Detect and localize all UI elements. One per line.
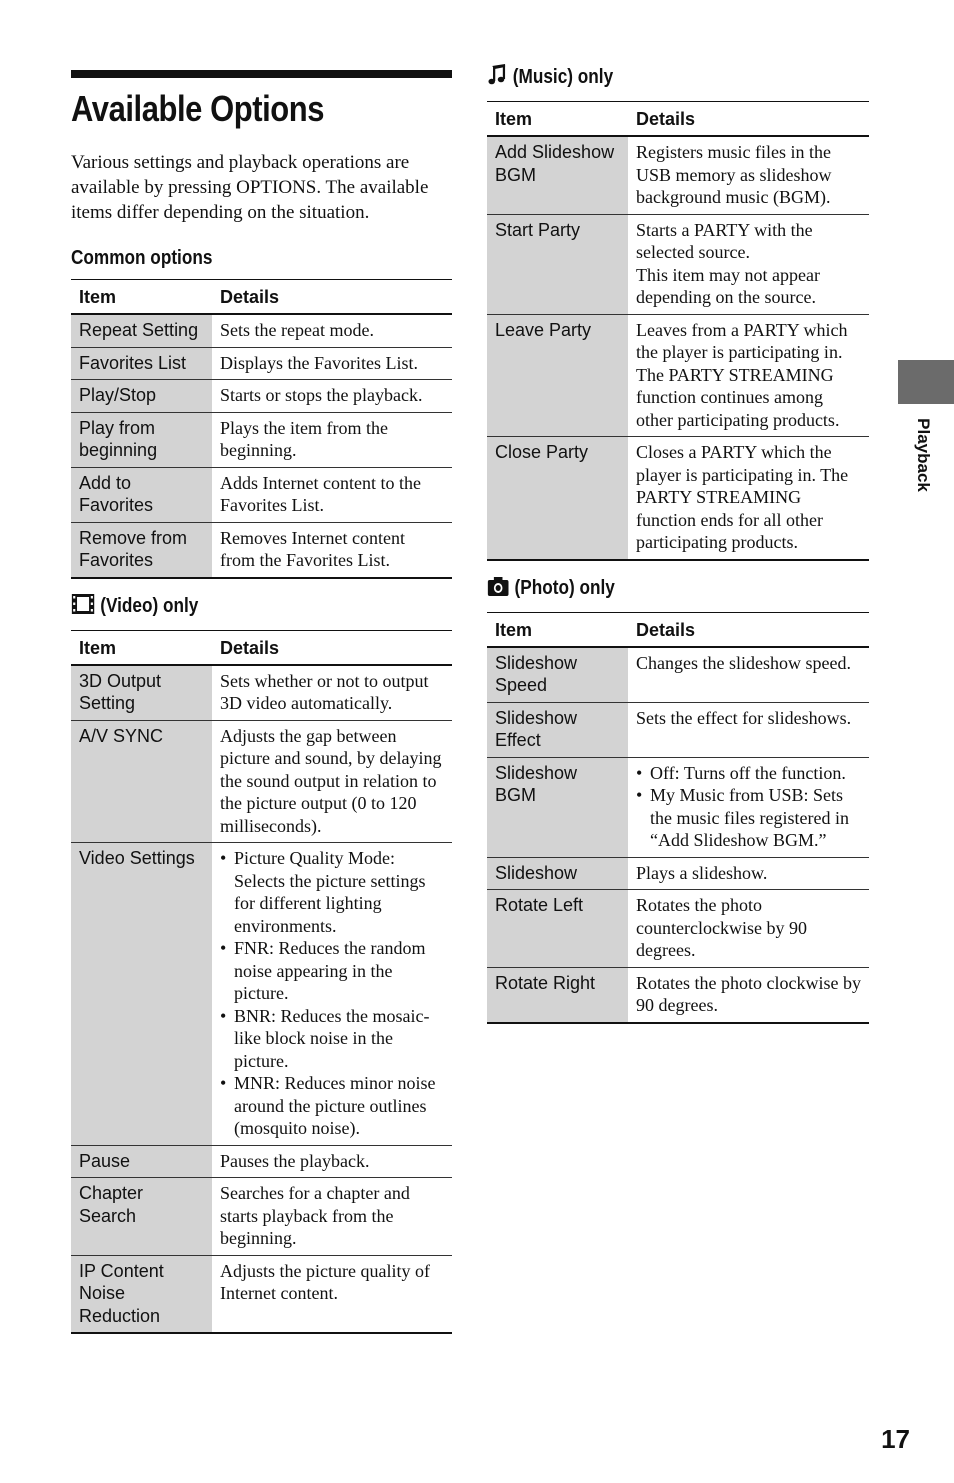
- option-item-name: 3D Output Setting: [71, 665, 212, 721]
- music-options-rows: [487, 136, 869, 560]
- table-row: [71, 347, 452, 380]
- table-row: [487, 314, 869, 437]
- option-details: Adjusts the picture quality of Internet content.: [212, 1255, 452, 1333]
- option-item-name: Add to Favorites: [71, 467, 212, 522]
- option-item-name: Play/Stop: [71, 380, 212, 413]
- column-header-item: Item: [71, 280, 212, 315]
- option-item-name: Play from beginning: [71, 412, 212, 467]
- video-only-heading: [71, 593, 399, 621]
- table-row: [71, 720, 452, 843]
- video-options-table: [71, 630, 452, 1335]
- table-row: [71, 843, 452, 1146]
- table-row: [487, 647, 869, 703]
- page-title: Available Options: [71, 88, 325, 129]
- option-details: Sets whether or not to output 3D video automatically.: [212, 665, 452, 721]
- table-row: [71, 314, 452, 347]
- option-item-name: Rotate Right: [487, 967, 628, 1023]
- option-item-name: Add Slideshow BGM: [487, 136, 628, 214]
- title-rule: [71, 70, 452, 78]
- table-row: [71, 412, 452, 467]
- section-tab-label: Playback: [913, 418, 933, 492]
- photo-options-rows: [487, 647, 869, 1023]
- option-details: Changes the slideshow speed.: [628, 647, 869, 703]
- details-bullet: • MNR: Reduces minor noise around the picture outlines (mosquito noise).: [234, 1072, 444, 1140]
- column-header-item: Item: [71, 630, 212, 665]
- video-only-heading-label: (Video) only: [100, 595, 199, 617]
- option-details: Plays a slideshow.: [628, 857, 869, 890]
- table-row: [71, 522, 452, 578]
- option-item-name: Repeat Setting: [71, 314, 212, 347]
- option-details: Plays the item from the beginning.: [212, 412, 452, 467]
- option-item-name: A/V SYNC: [71, 720, 212, 843]
- option-details: Rotates the photo clockwise by 90 degrees.: [628, 967, 869, 1023]
- table-row: [487, 136, 869, 214]
- column-header-details: Details: [212, 630, 452, 665]
- option-details: [628, 757, 869, 857]
- table-row: [487, 214, 869, 314]
- table-row: [487, 890, 869, 968]
- option-details: Pauses the playback.: [212, 1145, 452, 1178]
- right-column: [487, 62, 869, 1024]
- table-row: [71, 380, 452, 413]
- option-details: Displays the Favorites List.: [212, 347, 452, 380]
- option-item-name: Start Party: [487, 214, 628, 314]
- option-item-name: Remove from Favorites: [71, 522, 212, 578]
- option-item-name: Slideshow Effect: [487, 702, 628, 757]
- option-item-name: Close Party: [487, 437, 628, 560]
- common-options-heading-label: Common options: [71, 247, 213, 269]
- common-options-heading: [71, 247, 399, 270]
- section-tab-marker: [898, 360, 954, 404]
- option-details: [212, 843, 452, 1146]
- column-header-details: Details: [628, 612, 869, 647]
- option-details: Adjusts the gap between picture and sound, by delaying the sound output in relation to the picture output (0 to 120 milliseconds).: [212, 720, 452, 843]
- option-details: Searches for a chapter and starts playback from the beginning.: [212, 1178, 452, 1256]
- common-options-table: [71, 279, 452, 579]
- table-row: [71, 1178, 452, 1256]
- table-row: [71, 1255, 452, 1333]
- option-details: Leaves from a PARTY which the player is participating in. The PARTY STREAMING function continues among other participating products.: [628, 314, 869, 437]
- option-item-name: IP Content Noise Reduction: [71, 1255, 212, 1333]
- option-item-name: Chapter Search: [71, 1178, 212, 1256]
- music-options-table: [487, 101, 869, 561]
- column-header-item: Item: [487, 102, 628, 137]
- music-only-heading-label: (Music) only: [512, 65, 614, 88]
- video-options-rows: [71, 665, 452, 1334]
- column-header-details: Details: [628, 102, 869, 137]
- details-bullet: • Off: Turns off the function.: [650, 762, 861, 785]
- photo-only-heading: [487, 575, 816, 603]
- details-bullet: • BNR: Reduces the mosaic-like block noise in the picture.: [234, 1005, 444, 1073]
- intro-paragraph: Various settings and playback operations are available by pressing OPTIONS. The available items differ depending on the situation.: [71, 152, 429, 223]
- column-header-details: Details: [212, 280, 452, 315]
- music-only-heading: [487, 62, 816, 92]
- details-bullet: • FNR: Reduces the random noise appearing in the picture.: [234, 937, 444, 1005]
- option-details: Rotates the photo counterclockwise by 90 degrees.: [628, 890, 869, 968]
- common-options-rows: [71, 314, 452, 578]
- column-header-item: Item: [487, 612, 628, 647]
- option-details: Adds Internet content to the Favorites List.: [212, 467, 452, 522]
- option-item-name: Rotate Left: [487, 890, 628, 968]
- option-details: Sets the effect for slideshows.: [628, 702, 869, 757]
- details-bullet: • Picture Quality Mode: Selects the picture settings for different lighting environments.: [234, 847, 444, 937]
- option-details: Removes Internet content from the Favorites List.: [212, 522, 452, 578]
- left-column: [71, 70, 452, 1334]
- option-item-name: Pause: [71, 1145, 212, 1178]
- film-icon: [71, 593, 95, 621]
- option-item-name: Slideshow: [487, 857, 628, 890]
- option-details: Sets the repeat mode.: [212, 314, 452, 347]
- table-row: [71, 1145, 452, 1178]
- table-row: [487, 967, 869, 1023]
- photo-only-heading-label: (Photo) only: [514, 577, 615, 599]
- details-bullet-list: [636, 762, 861, 852]
- option-details: Registers music files in the USB memory as slideshow background music (BGM).: [628, 136, 869, 214]
- option-item-name: Slideshow Speed: [487, 647, 628, 703]
- page-number: 17: [881, 1424, 910, 1454]
- camera-icon: [487, 575, 509, 603]
- table-row: [487, 857, 869, 890]
- table-row: [487, 757, 869, 857]
- details-bullet: • My Music from USB: Sets the music files registered in “Add Slideshow BGM.”: [650, 784, 861, 852]
- table-row: [71, 665, 452, 721]
- music-note-icon: [487, 62, 508, 92]
- option-item-name: Video Settings: [71, 843, 212, 1146]
- table-row: [487, 437, 869, 560]
- photo-options-table: [487, 612, 869, 1024]
- table-row: [71, 467, 452, 522]
- option-details: Closes a PARTY which the player is participating in. The PARTY STREAMING function ends for all other participating products.: [628, 437, 869, 560]
- option-details: Starts or stops the playback.: [212, 380, 452, 413]
- option-item-name: Leave Party: [487, 314, 628, 437]
- option-item-name: Favorites List: [71, 347, 212, 380]
- details-bullet-list: [220, 847, 444, 1140]
- option-item-name: Slideshow BGM: [487, 757, 628, 857]
- table-row: [487, 702, 869, 757]
- option-details: Starts a PARTY with the selected source. This item may not appear depending on the source.: [628, 214, 869, 314]
